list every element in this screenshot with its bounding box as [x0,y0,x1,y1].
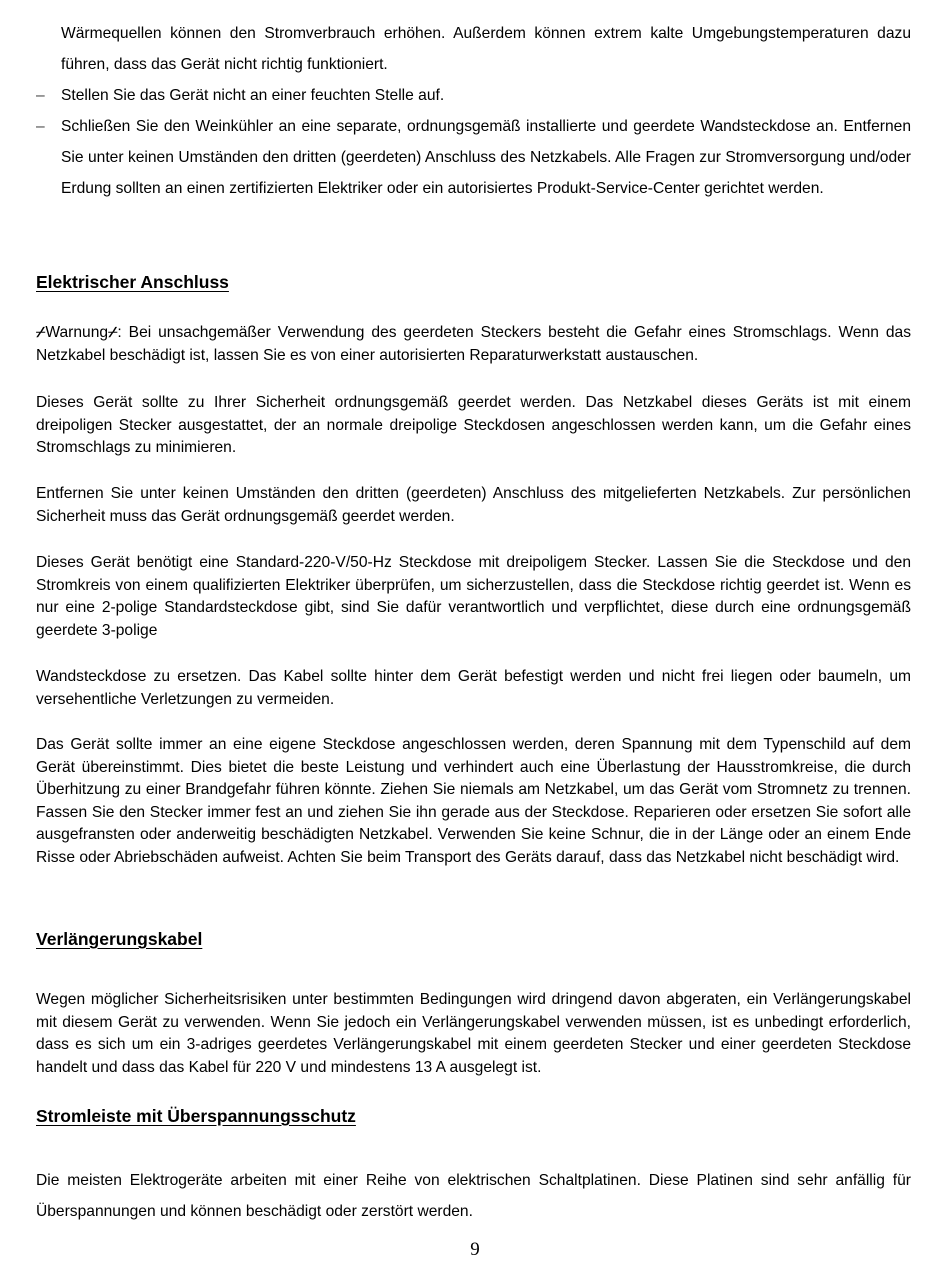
bullet-text: Schließen Sie den Weinkühler an eine separate, ordnungsgemäß installierte und geerdete Wandsteckdose an. Entfernen Sie unter keinen Umständen den dritten (geerdeten) Anschluss des Netzkabels. Alle Fragen zur Stromversorgung und/oder Erdung sollten an einen zertifizierten Elektriker oder ein autorisiertes Produkt-Service-Center gerichtet werden. [61,118,911,197]
warning-icon: ⌿ [108,324,118,341]
dash-icon: – [36,87,45,104]
warning-text: : Bei unsachgemäßer Verwendung des geerdeten Steckers besteht die Gefahr eines Stromschlags. Wenn das Netzkabel beschädigt ist, lassen Sie es von einer autorisierten Reparaturwerkstatt austauschen. [36,324,911,364]
paragraph: Entfernen Sie unter keinen Umständen den dritten (geerdeten) Anschluss des mitgelieferten Netzkabels. Zur persönlichen Sicherheit muss das Gerät ordnungsgemäß geerdet werden. [36,485,911,525]
dash-icon: – [36,118,45,135]
bullet-continuation: Wärmequellen können den Stromverbrauch erhöhen. Außerdem können extrem kalte Umgebungstemperaturen dazu führen, dass das Gerät nicht richtig funktioniert. [61,25,911,73]
warning-icon: ⌿ [36,324,46,341]
bullet-item [36,80,911,111]
section-heading-surge-protection: Stromleiste mit Überspannungsschutz [36,1106,356,1126]
paragraph: Wegen möglicher Sicherheitsrisiken unter bestimmten Bedingungen wird dringend davon abgeraten, ein Verlängerungskabel mit diesem Gerät zu verwenden. Wenn Sie jedoch ein Verlängerungskabel verwenden müssen, ist es unbedingt erforderlich, dass es sich um ein 3-adriges geerdetes Verlängerungskabel mit einem geerdeten Stecker und einer geerdeten Steckdose handelt und dass das Kabel für 220 V und mindestens 13 A ausgelegt ist. [36,991,911,1076]
bullet-text: Stellen Sie das Gerät nicht an einer feuchten Stelle auf. [61,87,445,104]
paragraph: Das Gerät sollte immer an eine eigene Steckdose angeschlossen werden, deren Spannung mit dem Typenschild auf dem Gerät übereinstimmt. Dies bietet die beste Leistung und verhindert auch eine Überlastung der Hausstromkreise, die durch Überhitzung zu einer Brandgefahr führen könnte. Ziehen Sie niemals am Netzkabel, um das Gerät vom Stromnetz zu trennen. Fassen Sie den Stecker immer fest an und ziehen Sie ihn gerade aus der Steckdose. Reparieren oder ersetzen Sie sofort alle ausgefransten oder anderweitig beschädigten Netzkabel. Verwenden Sie keine Schnur, die in der Länge oder an einem Ende Risse oder Abriebschäden aufweist. Achten Sie beim Transport des Geräts darauf, dass das Netzkabel nicht beschädigt wird. [36,736,911,866]
warning-paragraph [36,322,911,367]
bullet-item [36,111,911,204]
paragraph: Wandsteckdose zu ersetzen. Das Kabel sollte hinter dem Gerät befestigt werden und nicht frei liegen oder baumeln, um versehentliche Verletzungen zu vermeiden. [36,668,911,708]
warning-label: Warnung [45,324,109,341]
section-heading-extension-cable: Verlängerungskabel [36,929,203,949]
section-heading-electrical: Elektrischer Anschluss [36,272,229,292]
paragraph: Die meisten Elektrogeräte arbeiten mit einer Reihe von elektrischen Schaltplatinen. Diese Platinen sind sehr anfällig für Überspannungen und können beschädigt oder zerstört werden. [36,1172,911,1220]
paragraph: Dieses Gerät sollte zu Ihrer Sicherheit ordnungsgemäß geerdet werden. Das Netzkabel dieses Geräts ist mit einem dreipoligen Stecker ausgestattet, der an normale dreipolige Steckdosen angeschlossen werden kann, um die Gefahr eines Stromschlags zu minimieren. [36,394,911,457]
bullet-list [36,18,911,204]
page-number: 9 [470,1239,480,1260]
paragraph: Dieses Gerät benötigt eine Standard-220-V/50-Hz Steckdose mit dreipoligem Stecker. Lassen Sie die Steckdose und den Stromkreis von einem qualifizierten Elektriker überprüfen, um sicherzustellen, dass die Steckdose richtig geerdet ist. Wenn es nur eine 2-polige Standardsteckdose gibt, sind Sie dafür verantwortlich und verpflichtet, diese durch eine ordnungsgemäß geerdete 3-polige [36,554,911,639]
